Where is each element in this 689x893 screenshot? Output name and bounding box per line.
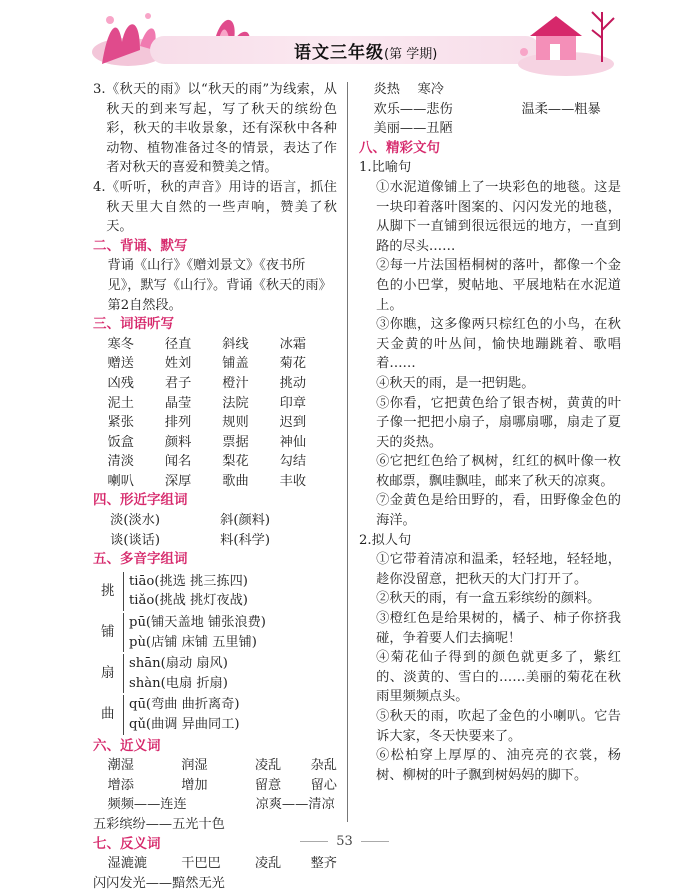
section-heading-dictation: 三、词语听写: [93, 316, 174, 333]
polyphone-item: [101, 654, 337, 693]
polyphone-item: [101, 572, 337, 611]
section-heading-similar-chars: 四、形近字组词: [93, 492, 188, 509]
dictation-row: [108, 354, 337, 374]
word: 迟到: [279, 415, 307, 431]
word: 清淡: [107, 454, 134, 470]
word: 泥土: [107, 395, 134, 411]
word: 梨花: [222, 454, 249, 470]
word: 排列: [164, 415, 192, 431]
word-pair: 料(科学): [220, 532, 271, 548]
dictation-grid: [93, 335, 337, 492]
word-pair: 斜(颜料): [220, 513, 271, 529]
word: 留心: [310, 777, 337, 793]
word: 铺盖: [222, 356, 249, 372]
word: 寒冬: [107, 336, 134, 352]
subheading-personification: 2.拟人句: [359, 532, 412, 548]
similar-chars-row: [110, 511, 337, 531]
antonym-row: [108, 854, 337, 874]
dictation-row: [108, 394, 337, 414]
right-column: [359, 80, 621, 785]
metaphor-list: [359, 178, 621, 531]
word: 杂乱: [310, 758, 337, 774]
page-number: [0, 834, 689, 849]
word: 增加: [181, 777, 208, 793]
section-heading-recite: 二、背诵、默写: [93, 237, 188, 254]
dictation-row: [108, 433, 337, 453]
word: 凌乱: [254, 758, 282, 774]
header-title: [294, 38, 437, 62]
word: 闻名: [164, 454, 192, 470]
reading: pù(店铺 床铺 五里铺): [129, 634, 257, 650]
dictation-row: [108, 374, 337, 394]
word: 径直: [164, 336, 192, 352]
personification-list: [359, 550, 621, 785]
synonym-block: [93, 756, 337, 815]
word-pair: 温柔——粗暴: [521, 101, 601, 117]
word: 紧张: [107, 415, 134, 431]
recite-text: 背诵《山行》《赠刘景文》《夜书所见》，默写《山行》。背诵《秋天的雨》第2自然段。: [107, 258, 332, 313]
word: 润湿: [181, 758, 208, 774]
word: 菊花: [279, 356, 307, 372]
antonym-block: [93, 854, 337, 874]
subheading-metaphor: 1.比喻句: [359, 160, 412, 176]
answer-paragraph-4: 4.《听听，秋的声音》用诗的语言，抓住秋天里大自然的一些声响，赞美了秋天。: [93, 179, 337, 235]
personification-sentence: ③橙红色是给果树的，橘子、柿子你挤我碰，争着要人们去摘呢！: [376, 611, 621, 646]
answer-paragraph-3: 3.《秋天的雨》以“秋天的雨”为线索，从秋天的到来写起，写了秋天的缤纷色彩，秋天的丰收景象，还有深秋中各种动物、植物准备过冬的情景，表达了作者对秋天的喜爱和赞美之情。: [93, 82, 337, 176]
word: 法院: [222, 395, 249, 411]
word: 留意: [254, 777, 282, 793]
header-title-text: 语文三年级: [294, 43, 384, 63]
reading: tiǎo(挑战 挑灯夜战): [129, 593, 248, 609]
word: 斜线: [222, 336, 249, 352]
antonym-row: [374, 119, 621, 139]
word-pair: 谈(谈话): [110, 532, 161, 548]
polyphone-readings: [123, 654, 228, 693]
word: 晶莹: [164, 395, 192, 411]
metaphor-sentence: ④秋天的雨，是一把钥匙。: [376, 375, 535, 391]
word: 凌乱: [254, 856, 282, 872]
polyphone-char: 挑: [101, 582, 115, 599]
polyphone-readings: [123, 572, 248, 611]
section-heading-antonyms: 七、反义词: [93, 835, 161, 852]
antonym-row: 闪闪发光——黯然无光: [93, 875, 225, 891]
synonym-row: [108, 776, 337, 796]
page-number-text: 53: [336, 834, 353, 849]
word-pair: 欢乐——悲伤: [373, 101, 453, 117]
word: 君子: [164, 375, 192, 391]
section-heading-polyphones: 五、多音字组词: [93, 551, 188, 568]
reading: qǔ(曲调 异曲同工): [129, 717, 240, 732]
antonym-row: [374, 80, 621, 100]
word-pair: 美丽——丑陋: [373, 121, 453, 137]
metaphor-sentence: ⑦金黄色是给田野的，看，田野像金色的海洋。: [376, 493, 621, 529]
house-decoration-icon: [516, 4, 626, 78]
metaphor-sentence: ③你瞧，这多像两只棕红色的小鸟，在秋天金黄的叶丛间，愉快地蹦跳着、歌唱着……: [376, 317, 621, 372]
section-heading-sentences: 八、精彩文句: [359, 139, 440, 156]
metaphor-sentence: ⑤你看，它把黄色给了银杏树，黄黄的叶子像一把把小扇子，扇哪扇哪，扇走了夏天的炎热。: [376, 395, 621, 450]
word: 湿漉漉: [107, 856, 148, 872]
reading: shān(扇动 扇风): [129, 656, 228, 672]
personification-sentence: ①它带着清凉和温柔，轻轻地，轻轻地，趁你没留意，把秋天的大门打开了。: [376, 552, 621, 587]
page-header: [0, 0, 689, 78]
polyphone-readings: [123, 695, 240, 734]
dictation-row: [108, 452, 337, 472]
antonym-continued: [359, 80, 621, 139]
word-pair: 淡(淡水): [110, 513, 161, 529]
similar-chars-block: [93, 511, 337, 550]
word: 凶残: [107, 375, 134, 391]
word: 干巴巴: [181, 856, 221, 872]
personification-sentence: ⑤秋天的雨，吹起了金色的小喇叭。它告诉大家，冬天快要来了。: [376, 709, 621, 744]
word-pair: 频频——连连: [107, 797, 187, 813]
word: 勾结: [279, 454, 307, 470]
word: 神仙: [279, 434, 307, 450]
word: 颜料: [164, 434, 192, 450]
synonym-row: [108, 795, 337, 815]
word: 潮湿: [107, 758, 134, 774]
polyphone-item: [101, 695, 337, 734]
dictation-row: [108, 335, 337, 355]
antonym-row: [374, 100, 621, 120]
dictation-row: [108, 472, 337, 492]
word: 增添: [107, 777, 134, 793]
word: 喇叭: [107, 473, 134, 489]
word: 丰收: [279, 473, 307, 489]
personification-sentence: ②秋天的雨，有一盒五彩缤纷的颜料。: [376, 591, 601, 607]
word: 姓刘: [164, 356, 192, 372]
word-pair: 凉爽——清凉: [255, 797, 335, 813]
similar-chars-row: [110, 531, 337, 551]
word: 寒冷: [417, 82, 444, 97]
word: 印章: [279, 395, 307, 411]
word: 规则: [222, 415, 249, 431]
metaphor-sentence: ②每一片法国梧桐树的落叶，都像一个金色的小巴掌，熨帖地、平展地粘在水泥道上。: [376, 258, 621, 313]
word: 炎热: [373, 82, 400, 97]
word: 深厚: [164, 473, 192, 489]
personification-sentence: ⑥松柏穿上厚厚的、油亮亮的衣裳，杨树、柳树的叶子飘到树妈妈的脚下。: [376, 748, 621, 783]
word: 冰霜: [279, 336, 307, 352]
page-number-rule-left: [300, 841, 328, 842]
personification-sentence: ④菊花仙子得到的颜色就更多了，紫红的、淡黄的、雪白的……美丽的菊花在秋雨里频频点头。: [376, 650, 621, 705]
word: 挑动: [279, 375, 307, 391]
header-subtitle: (第 学期): [384, 47, 438, 62]
reading: qū(弯曲 曲折离奇): [129, 697, 240, 713]
polyphone-char: 扇: [101, 665, 115, 682]
polyphone-item: [101, 613, 337, 652]
reading: shàn(电扇 折扇): [129, 675, 228, 691]
word: 歌曲: [222, 473, 249, 489]
word: 赠送: [107, 356, 134, 372]
section-heading-synonyms: 六、近义词: [93, 737, 161, 754]
word: 橙汁: [222, 375, 249, 391]
word: 票据: [222, 434, 249, 450]
dictation-row: [108, 413, 337, 433]
reading: tiāo(挑选 挑三拣四): [129, 573, 248, 589]
left-column: [93, 80, 337, 893]
metaphor-sentence: ①水泥道像铺上了一块彩色的地毯。这是一块印着落叶图案的、闪闪发光的地毯，从脚下一直铺到很远很远的地方，一直到路的尽头……: [376, 179, 621, 254]
word: 饭盒: [107, 434, 134, 450]
polyphone-readings: [123, 613, 266, 652]
page-number-rule-right: [361, 841, 389, 842]
polyphone-char: 铺: [101, 623, 115, 640]
polyphone-char: 曲: [101, 706, 115, 723]
metaphor-sentence: ⑥它把红色给了枫树，红红的枫叶像一枚枚邮票，飘哇飘哇，邮来了秋天的凉爽。: [376, 454, 621, 489]
synonym-row: [108, 756, 337, 776]
reading: pū(铺天盖地 铺张浪费): [129, 615, 266, 631]
word: 整齐: [310, 856, 337, 872]
column-divider: [347, 82, 348, 822]
synonym-row: 五彩缤纷——五光十色: [93, 816, 225, 832]
